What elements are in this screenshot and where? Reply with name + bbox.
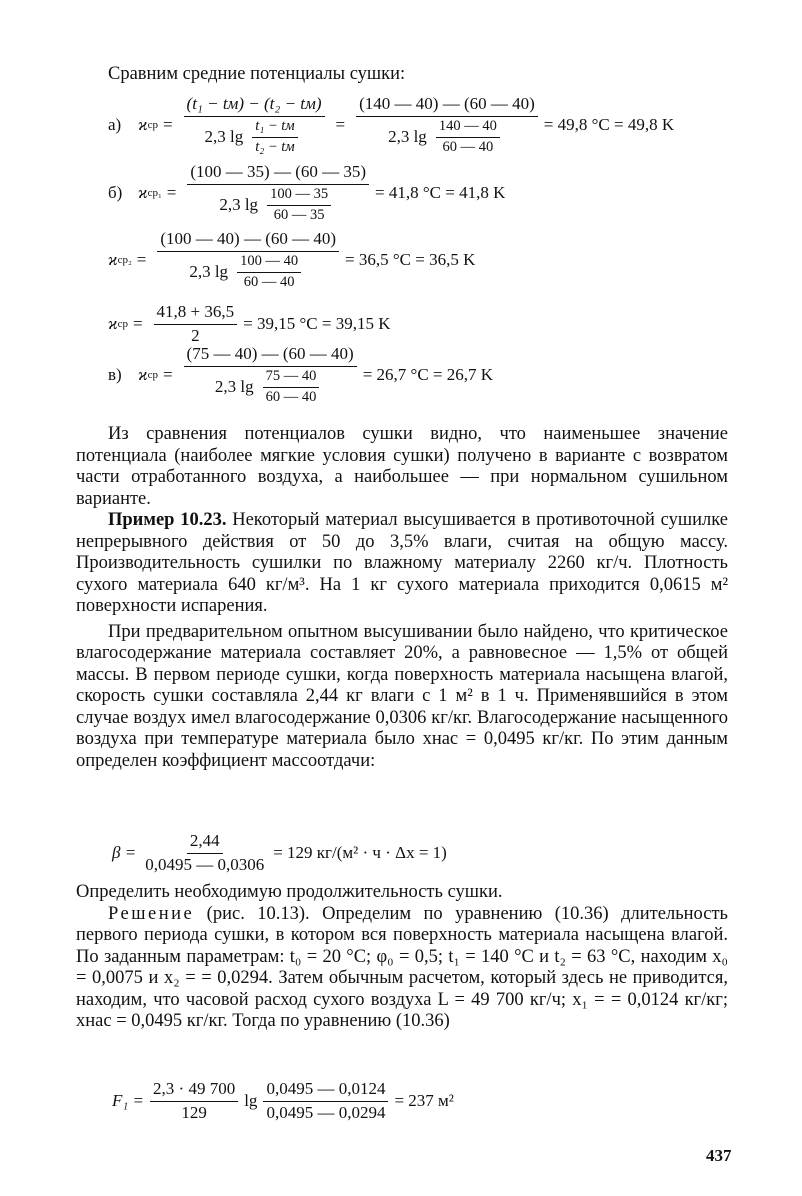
formula-subscript: ср xyxy=(117,318,128,331)
inner-fraction xyxy=(237,254,301,291)
formula-label: б) xyxy=(108,183,123,203)
inner-denominator: 60 — 35 xyxy=(273,206,325,223)
log-prefix: 2,3 lg xyxy=(204,126,244,146)
equals-sign: = xyxy=(162,115,173,135)
numerator: 0,0495 — 0,0124 xyxy=(263,1080,388,1102)
page-number: 437 xyxy=(706,1146,732,1165)
formula-b2 xyxy=(108,230,475,291)
numerator: (100 — 40) — (60 — 40) xyxy=(157,230,339,252)
equals-sign: = xyxy=(136,250,147,270)
final-lhs: F₁ = xyxy=(112,1091,145,1111)
formula-subscript: ср₂ xyxy=(117,254,132,267)
inner-numerator: t₁ − tм xyxy=(252,119,297,138)
paragraph-solution xyxy=(76,904,728,1033)
numerator: 41,8 + 36,5 xyxy=(154,303,238,325)
body-text-1 xyxy=(76,424,728,772)
equals-sign: = xyxy=(335,115,346,135)
inner-fraction xyxy=(267,187,331,224)
solution-text: (рис. 10.13). Определим по уравнению (10.36) длительность первого периода сушки, в котором вся поверхность материала насыщена влагой. По заданным параметрам: t₀ = 20 °C; φ₀ = 0,5; t₁ = 140 °C и t₂ = 63 °C, находим x₀ = 0,0075 и x₂ = = 0,0294. Затем обычным расчетом, который здесь не приводится, находим, что часовой расход сухого воздуха L = 49 700 кг/ч; x₁ = = 0,0124 кг/кг; xнас = 0,0495 кг/кг. Тогда по уравнению (10.36) xyxy=(76,903,728,1031)
equals-sign: = xyxy=(166,183,177,203)
log-prefix: 2,3 lg xyxy=(189,261,229,281)
formula-v xyxy=(108,345,493,406)
example-text: Некоторый материал высушивается в противоточной сушилке непрерывного действия от 50 до 3,5% влаги, считая на общую массу. Производительность сушилки по влажному материалу 2260 кг/ч. Плотность сухого материала 640 кг/м³. На 1 кг сухого материала приходится 0,0615 м² поверхности испарения. xyxy=(76,510,728,616)
formula-final xyxy=(112,1080,454,1122)
inner-numerator: 75 — 40 xyxy=(263,369,320,388)
formula-result: = 49,8 °C = 49,8 K xyxy=(543,115,675,135)
numerator: 2,3 · 49 700 xyxy=(150,1080,238,1102)
fraction-2 xyxy=(263,1080,388,1122)
formula-result: = 129 кг/(м² · ч · Δx = 1) xyxy=(273,843,447,863)
fraction xyxy=(187,163,369,224)
inner-fraction xyxy=(252,119,297,156)
inner-numerator: 140 — 40 xyxy=(436,119,500,138)
formula-result: = 237 м² xyxy=(394,1091,454,1111)
inner-denominator: t₂ − tм xyxy=(255,138,295,155)
formula-beta xyxy=(112,832,447,874)
formula-result: = 26,7 °C = 26,7 K xyxy=(362,365,494,385)
inner-numerator: 100 — 35 xyxy=(267,187,331,206)
log-prefix: 2,3 lg xyxy=(219,194,259,214)
numerator: (140 — 40) — (60 — 40) xyxy=(356,95,538,117)
inner-denominator: 60 — 40 xyxy=(265,388,317,405)
formula-b1 xyxy=(108,163,505,224)
log-prefix: 2,3 lg xyxy=(214,376,254,396)
formula-result: = 41,8 °C = 41,8 K xyxy=(375,183,506,203)
denominator: 2 xyxy=(191,325,200,345)
fraction-numeric xyxy=(356,95,538,156)
formula-variable: ϰ xyxy=(138,365,148,385)
intro-sentence: Сравним средние потенциалы сушки: xyxy=(108,64,406,84)
denominator xyxy=(201,117,306,156)
fraction xyxy=(184,345,357,406)
log-prefix: 2,3 lg xyxy=(388,126,427,146)
numerator: (75 — 40) — (60 — 40) xyxy=(184,345,357,367)
body-text-2 xyxy=(76,882,728,1033)
fraction-symbolic xyxy=(184,95,325,156)
denominator xyxy=(186,252,310,291)
denominator xyxy=(212,367,328,406)
paragraph-conclusion: Из сравнения потенциалов сушки видно, что наименьшее значение потенциала (наиболее мягкие условия сушки) получено в варианте с возвратом части отработанного воздуха, а наибольшее — при нормальном сушильном варианте. xyxy=(76,424,728,509)
inner-denominator: 60 — 40 xyxy=(243,273,295,290)
example-title: Пример 10.23. xyxy=(108,510,227,530)
formula-subscript: ср₁ xyxy=(147,187,162,200)
formula-variable: ϰ xyxy=(138,183,148,203)
denominator: 0,0495 — 0,0294 xyxy=(266,1102,386,1122)
beta-lhs: β = xyxy=(112,843,137,863)
fraction-1 xyxy=(150,1080,238,1122)
fraction xyxy=(157,230,339,291)
formula-a xyxy=(108,95,674,156)
solution-title: Решение xyxy=(108,903,195,924)
denominator xyxy=(385,117,509,156)
numerator: 2,44 xyxy=(187,832,223,854)
intro-text xyxy=(108,64,760,86)
denominator: 0,0495 — 0,0306 xyxy=(145,854,265,874)
inner-numerator: 100 — 40 xyxy=(237,254,301,273)
formula-result: = 39,15 °C = 39,15 K xyxy=(243,314,391,334)
formula-subscript: ср xyxy=(147,119,158,132)
inner-fraction xyxy=(263,369,320,406)
formula-variable: ϰ xyxy=(138,115,148,135)
paragraph-experiment: При предварительном опытном высушивании было найдено, что критическое влагосодержание материала составляет 20%, а равновесное — 1,5% от общей массы. В первом периоде сушки, когда поверхность материала насыщена влагой, скорость сушки составляла 2,44 кг влаги с 1 м² в 1 ч. Применявшийся в этом случае воздух имел влагосодержание 0,0306 кг/кг. Влагосодержание насыщенного воздуха при температуре материала было xнас = 0,0495 кг/кг. По этим данным определен коэффициент массоотдачи: xyxy=(76,621,728,771)
denominator xyxy=(216,185,340,224)
task-sentence: Определить необходимую продолжительность сушки. xyxy=(76,882,503,902)
inner-denominator: 60 — 40 xyxy=(442,138,494,155)
formula-label: а) xyxy=(108,115,122,135)
inner-fraction xyxy=(436,119,500,156)
equals-sign: = xyxy=(162,365,173,385)
fraction xyxy=(154,303,238,345)
numerator: (t₁ − tм) − (t₂ − tм) xyxy=(184,95,325,117)
formula-variable: ϰ xyxy=(108,250,118,270)
formula-label: в) xyxy=(108,365,122,385)
denominator: 129 xyxy=(181,1102,207,1122)
formula-average xyxy=(108,303,390,345)
fraction xyxy=(142,832,267,874)
equals-sign: = xyxy=(132,314,143,334)
numerator: (100 — 35) — (60 — 35) xyxy=(187,163,369,185)
log-prefix: lg xyxy=(244,1091,258,1111)
paragraph-example xyxy=(76,510,728,618)
formula-result: = 36,5 °C = 36,5 K xyxy=(345,250,476,270)
formula-subscript: ср xyxy=(147,369,158,382)
formula-variable: ϰ xyxy=(108,314,118,334)
